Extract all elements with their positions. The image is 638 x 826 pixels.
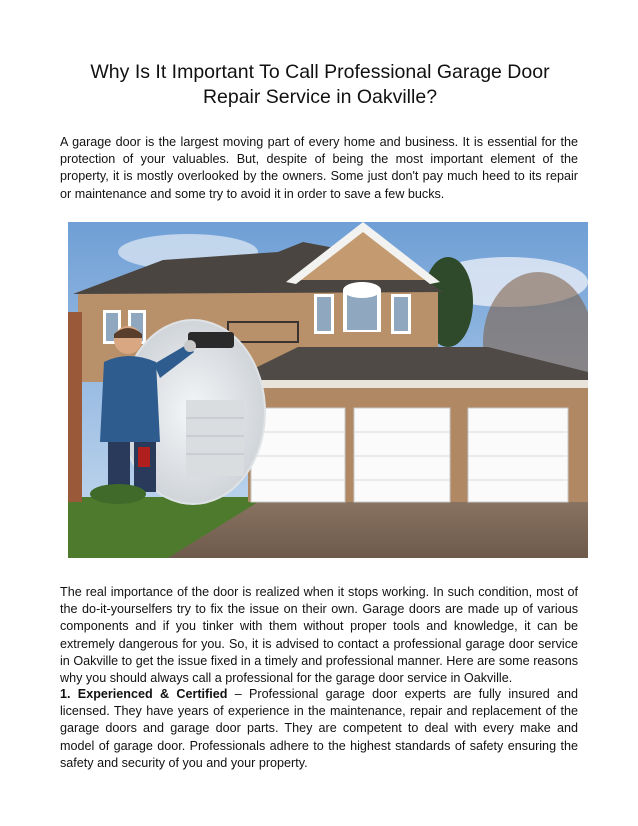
reason1-body: – Professional garage door experts are fully insured and licensed. They have years of experience in the maintenance, repair and replacement of the garage doors and garage door parts. They are competent to deal with every make and model of garage door. Professionals adhere to the highest standards of safety ensuring the safety and security of you and your property. bbox=[60, 687, 578, 770]
importance-paragraph: The real importance of the door is realized when it stops working. In such condition, most of the do-it-yourselfers try to fix the issue on their own. Garage doors are made up of various components and if you tinker with them without proper tools and knowledge, it can be extremely dangerous for you. So, it is advised to contact a professional garage door service in Oakville to get the issue fixed in a timely and professional manner. Here are some reasons why you should always call a professional for the garage door service in Oakville. bbox=[60, 585, 578, 686]
reason1-heading: 1. Experienced & Certified bbox=[60, 687, 228, 701]
reason1-paragraph bbox=[60, 686, 578, 772]
intro-paragraph: A garage door is the largest moving part of every home and business. It is essential for the protection of your valuables. But, despite of being the most important element of the property, it is mostly overlooked by the owners. Some just don't pay much heed to its repair or maintenance and some try to avoid it in order to save a few bucks. bbox=[60, 135, 578, 201]
page-title: Why Is It Important To Call Professional Garage Door Repair Service in Oakville? bbox=[90, 61, 550, 108]
garage-house-photo bbox=[68, 222, 588, 558]
